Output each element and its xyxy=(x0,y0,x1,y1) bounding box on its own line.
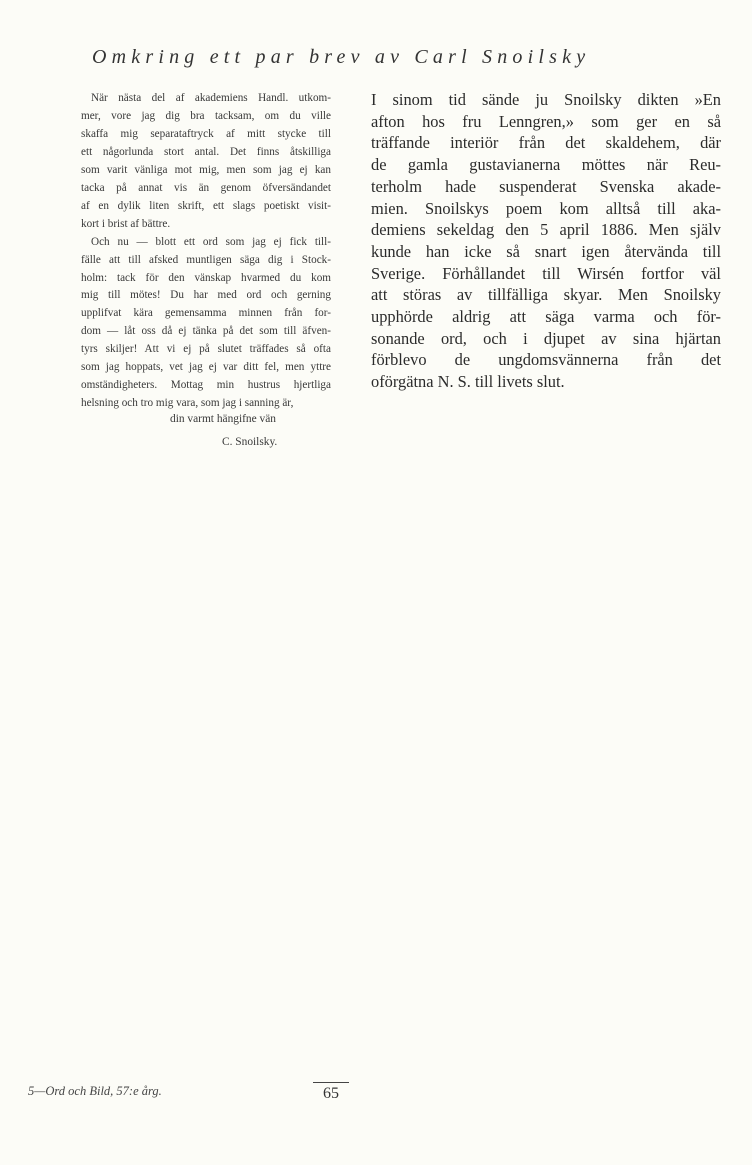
body-text-column xyxy=(371,89,721,393)
text-line: som jag hoppats, vet jag ej var ditt fel, men yttre xyxy=(81,361,331,374)
text-line: upphörde aldrig att säga varma och för- xyxy=(371,307,721,327)
text-line: dom — låt oss då ej tänka på det som till äfven- xyxy=(81,325,331,338)
text-line: sonande ord, och i djupet av sina hjärtan xyxy=(371,328,721,348)
text-line: de gamla gustavianerna möttes när Reu- xyxy=(371,155,721,175)
text-line: afton hos fru Lenngren,» som ger en så xyxy=(371,111,721,131)
text-line: af en dylik liten skrift, ett slags poetiskt visit- xyxy=(81,199,331,212)
text-line: oförgätna N. S. till livets slut. xyxy=(371,372,565,392)
letter-signature: C. Snoilsky. xyxy=(222,436,278,448)
text-line: som varit vänliga mot mig, men som jag ej kan xyxy=(81,163,331,176)
text-line: mig till mötes! Du har med ord och gerning xyxy=(81,289,331,302)
text-line: Och nu — blott ett ord som jag ej fick till- xyxy=(91,235,331,248)
text-line: tacka på annat vis än genom öfversändandet xyxy=(81,181,331,194)
text-line: träffande interiör från det skaldehem, där xyxy=(371,133,721,153)
text-line: upplifvat kära gemensamma minnen från for- xyxy=(81,307,331,320)
text-line: Sverige. Förhållandet till Wirsén fortfor väl xyxy=(371,263,721,283)
running-title: Omkring ett par brev av Carl Snoilsky xyxy=(92,46,591,68)
page-number: 65 xyxy=(313,1082,349,1103)
text-line: fälle att till afsked muntligen säga dig i Stock- xyxy=(81,253,331,266)
text-line: tyrs skiljer! Att vi ej på slutet träffades så ofta xyxy=(81,343,331,356)
text-line: I sinom tid sände ju Snoilsky dikten »En xyxy=(371,90,721,109)
text-line: terholm hade suspenderat Svenska akade- xyxy=(371,176,721,196)
text-line: omständigheters. Mottag min hustrus hjertliga xyxy=(81,379,331,392)
text-line: holm: tack för den vänskap hvarmed du kom xyxy=(81,271,331,284)
footer-source: 5—Ord och Bild, 57:e årg. xyxy=(28,1084,162,1098)
text-line: kort i brist af bättre. xyxy=(81,217,171,230)
letter-closing: din varmt hängifne vän xyxy=(170,413,276,425)
text-line: att störas av tillfälliga skyar. Men Snoilsky xyxy=(371,285,721,305)
text-line: förblevo de ungdomsvännerna från det xyxy=(371,350,721,370)
text-line: ett någorlunda stort antal. Det finns åtskilliga xyxy=(81,145,331,158)
text-line: kunde han icke så snart igen återvända till xyxy=(371,241,721,261)
text-line: mien. Snoilskys poem kom alltså till aka- xyxy=(371,198,721,218)
text-line: När nästa del af akademiens Handl. utkom- xyxy=(91,92,331,104)
text-line: mer, vore jag dig bra tacksam, om du ville xyxy=(81,109,331,122)
text-line: demiens sekeldag den 5 april 1886. Men själv xyxy=(371,220,721,240)
letter-quote-column xyxy=(81,90,331,413)
text-line: skaffa mig separataftryck af mitt stycke till xyxy=(81,127,331,140)
text-line: helsning och tro mig vara, som jag i sanning är, xyxy=(81,397,294,410)
